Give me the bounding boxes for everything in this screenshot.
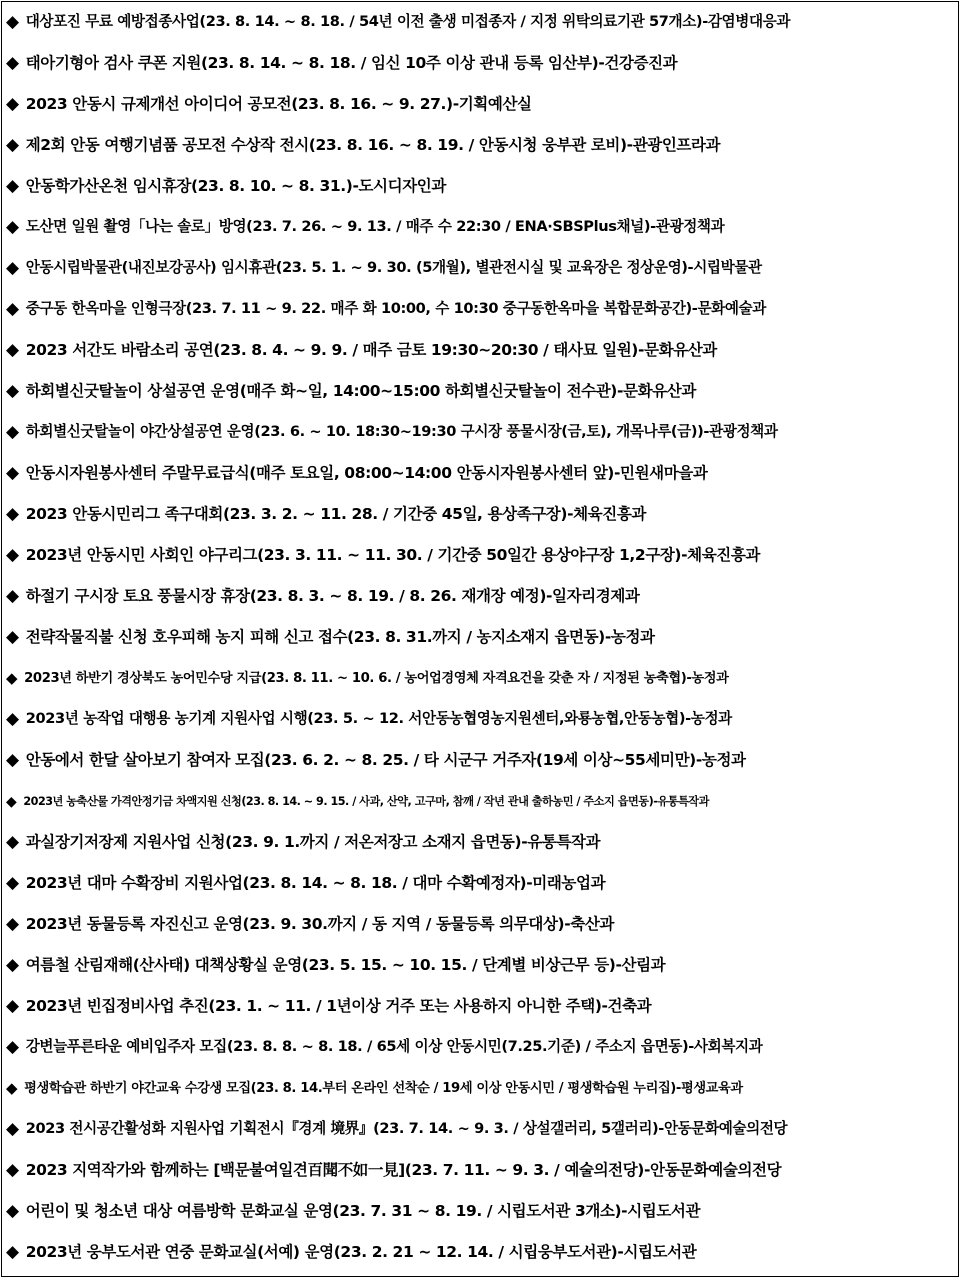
diamond-bullet-icon: ◆	[6, 914, 19, 934]
list-item: ◆ 2023 안동시민리그 족구대회(23. 3. 2. ~ 11. 28. / 기간중 45일, 용상족구장)-체육진흥과	[6, 504, 646, 524]
list-item: ◆ 도산면 일원 촬영「나는 솔로」방영(23. 7. 26. ~ 9. 13. / 매주 수 22:30 / ENA·SBSPlus채널)-관광정책과	[6, 217, 725, 237]
list-item: ◆ 하회별신굿탈놀이 상설공연 운영(매주 화~일, 14:00~15:00 하회별신굿탈놀이 전수관)-문화유산과	[6, 381, 696, 401]
list-item: ◆ 여름철 산림재해(산사태) 대책상황실 운영(23. 5. 15. ~ 10. 15. / 단계별 비상근무 등)-산림과	[6, 955, 666, 975]
diamond-bullet-icon: ◆	[6, 422, 19, 442]
diamond-bullet-icon: ◆	[6, 750, 19, 770]
diamond-bullet-icon: ◆	[6, 1119, 19, 1139]
diamond-bullet-icon: ◆	[6, 504, 19, 524]
list-item: ◆ 하절기 구시장 토요 풍물시장 휴장(23. 8. 3. ~ 8. 19. / 8. 26. 재개장 예정)-일자리경제과	[6, 586, 640, 606]
notice-board	[1, 1, 959, 1277]
list-item: ◆ 전략작물직불 신청 호우피해 농지 피해 신고 접수(23. 8. 31.까지 / 농지소재지 읍면동)-농정과	[6, 627, 655, 647]
diamond-bullet-icon: ◆	[6, 381, 19, 401]
diamond-bullet-icon: ◆	[6, 669, 18, 687]
diamond-bullet-icon: ◆	[6, 299, 19, 319]
list-item: ◆ 중구동 한옥마을 인형극장(23. 7. 11 ~ 9. 22. 매주 화 10:00, 수 10:30 중구동한옥마을 복합문화공간)-문화예술과	[6, 299, 766, 319]
diamond-bullet-icon: ◆	[6, 258, 19, 278]
list-item: ◆ 2023년 동물등록 자진신고 운영(23. 9. 30.까지 / 동 지역 / 동물등록 의무대상)-축산과	[6, 914, 614, 934]
list-item: ◆ 하회별신굿탈놀이 야간상설공연 운영(23. 6. ~ 10. 18:30~19:30 구시장 풍물시장(금,토), 개목나루(금))-관광정책과	[6, 422, 778, 442]
diamond-bullet-icon: ◆	[6, 545, 19, 565]
diamond-bullet-icon: ◆	[6, 1160, 19, 1180]
list-item: ◆ 2023년 웅부도서관 연중 문화교실(서예) 운영(23. 2. 21 ~ 12. 14. / 시립웅부도서관)-시립도서관	[6, 1242, 697, 1262]
diamond-bullet-icon: ◆	[6, 463, 19, 483]
diamond-bullet-icon: ◆	[6, 135, 19, 155]
list-item: ◆ 2023 서간도 바람소리 공연(23. 8. 4. ~ 9. 9. / 매주 금토 19:30~20:30 / 태사묘 일원)-문화유산과	[6, 340, 717, 360]
diamond-bullet-icon: ◆	[6, 586, 19, 606]
list-item: ◆ 2023년 하반기 경상북도 농어민수당 지급(23. 8. 11. ~ 10. 6. / 농어업경영체 자격요건을 갖춘 자 / 지정된 농축협)-농정과	[6, 669, 729, 687]
list-item: ◆ 2023 지역작가와 함께하는 [백문불여일견百聞不如一見](23. 7. 11. ~ 9. 3. / 예술의전당)-안동문화예술의전당	[6, 1160, 782, 1180]
list-item: ◆ 제2회 안동 여행기념품 공모전 수상작 전시(23. 8. 16. ~ 8. 19. / 안동시청 웅부관 로비)-관광인프라과	[6, 135, 721, 155]
list-item: ◆ 태아기형아 검사 쿠폰 지원(23. 8. 14. ~ 8. 18. / 임신 10주 이상 관내 등록 임산부)-건강증진과	[6, 53, 678, 73]
list-item: ◆ 안동에서 한달 살아보기 참여자 모집(23. 6. 2. ~ 8. 25. / 타 시군구 거주자(19세 이상~55세미만)-농정과	[6, 750, 746, 770]
list-item: ◆ 과실장기저장제 지원사업 신청(23. 9. 1.까지 / 저온저장고 소재지 읍면동)-유통특작과	[6, 832, 601, 852]
diamond-bullet-icon: ◆	[6, 793, 17, 810]
diamond-bullet-icon: ◆	[6, 873, 19, 893]
diamond-bullet-icon: ◆	[6, 1201, 19, 1221]
diamond-bullet-icon: ◆	[6, 955, 19, 975]
diamond-bullet-icon: ◆	[6, 832, 19, 852]
list-item: ◆ 2023년 빈집정비사업 추진(23. 1. ~ 11. / 1년이상 거주 또는 사용하지 아니한 주택)-건축과	[6, 996, 652, 1016]
list-item: ◆ 안동시립박물관(내진보강공사) 임시휴관(23. 5. 1. ~ 9. 30. (5개월), 별관전시실 및 교육장은 정상운영)-시립박물관	[6, 258, 762, 278]
list-item: ◆ 2023 전시공간활성화 지원사업 기획전시『경계 境界』(23. 7. 14. ~ 9. 3. / 상설갤러리, 5갤러리)-안동문화예술의전당	[6, 1119, 788, 1139]
diamond-bullet-icon: ◆	[6, 340, 19, 360]
list-item: ◆ 2023년 안동시민 사회인 야구리그(23. 3. 11. ~ 11. 30. / 기간중 50일간 용상야구장 1,2구장)-체육진흥과	[6, 545, 760, 565]
diamond-bullet-icon: ◆	[6, 709, 19, 729]
diamond-bullet-icon: ◆	[6, 12, 19, 32]
list-item: ◆ 안동시자원봉사센터 주말무료급식(매주 토요일, 08:00~14:00 안동시자원봉사센터 앞)-민원새마을과	[6, 463, 708, 483]
list-item: ◆ 대상포진 무료 예방접종사업(23. 8. 14. ~ 8. 18. / 54년 이전 출생 미접종자 / 지정 위탁의료기관 57개소)-감염병대응과	[6, 12, 791, 32]
list-item: ◆ 평생학습관 하반기 야간교육 수강생 모집(23. 8. 14.부터 온라인 선착순 / 19세 이상 안동시민 / 평생학습원 누리집)-평생교육과	[6, 1079, 743, 1097]
list-item: ◆ 2023년 농축산물 가격안정기금 차액지원 신청(23. 8. 14. ~ 9. 15. / 사과, 산약, 고구마, 참깨 / 작년 관내 출하농민 / 주소지 읍면동)-유통특작과	[6, 793, 709, 810]
list-item: ◆ 어린이 및 청소년 대상 여름방학 문화교실 운영(23. 7. 31 ~ 8. 19. / 시립도서관 3개소)-시립도서관	[6, 1201, 701, 1221]
list-item: ◆ 강변늘푸른타운 예비입주자 모집(23. 8. 8. ~ 8. 18. / 65세 이상 안동시민(7.25.기준) / 주소지 읍면동)-사회복지과	[6, 1037, 763, 1057]
diamond-bullet-icon: ◆	[6, 627, 19, 647]
list-item: ◆ 안동학가산온천 임시휴장(23. 8. 10. ~ 8. 31.)-도시디자인과	[6, 176, 446, 196]
diamond-bullet-icon: ◆	[6, 1242, 19, 1262]
diamond-bullet-icon: ◆	[6, 53, 19, 73]
diamond-bullet-icon: ◆	[6, 94, 19, 114]
diamond-bullet-icon: ◆	[6, 217, 19, 237]
diamond-bullet-icon: ◆	[6, 176, 19, 196]
diamond-bullet-icon: ◆	[6, 1037, 19, 1057]
list-item: ◆ 2023년 대마 수확장비 지원사업(23. 8. 14. ~ 8. 18. / 대마 수확예정자)-미래농업과	[6, 873, 606, 893]
diamond-bullet-icon: ◆	[6, 996, 19, 1016]
list-item: ◆ 2023년 농작업 대행용 농기계 지원사업 시행(23. 5. ~ 12. 서안동농협영농지원센터,와룡농협,안동농협)-농정과	[6, 709, 732, 729]
list-item: ◆ 2023 안동시 규제개선 아이디어 공모전(23. 8. 16. ~ 9. 27.)-기획예산실	[6, 94, 532, 114]
diamond-bullet-icon: ◆	[6, 1079, 18, 1097]
